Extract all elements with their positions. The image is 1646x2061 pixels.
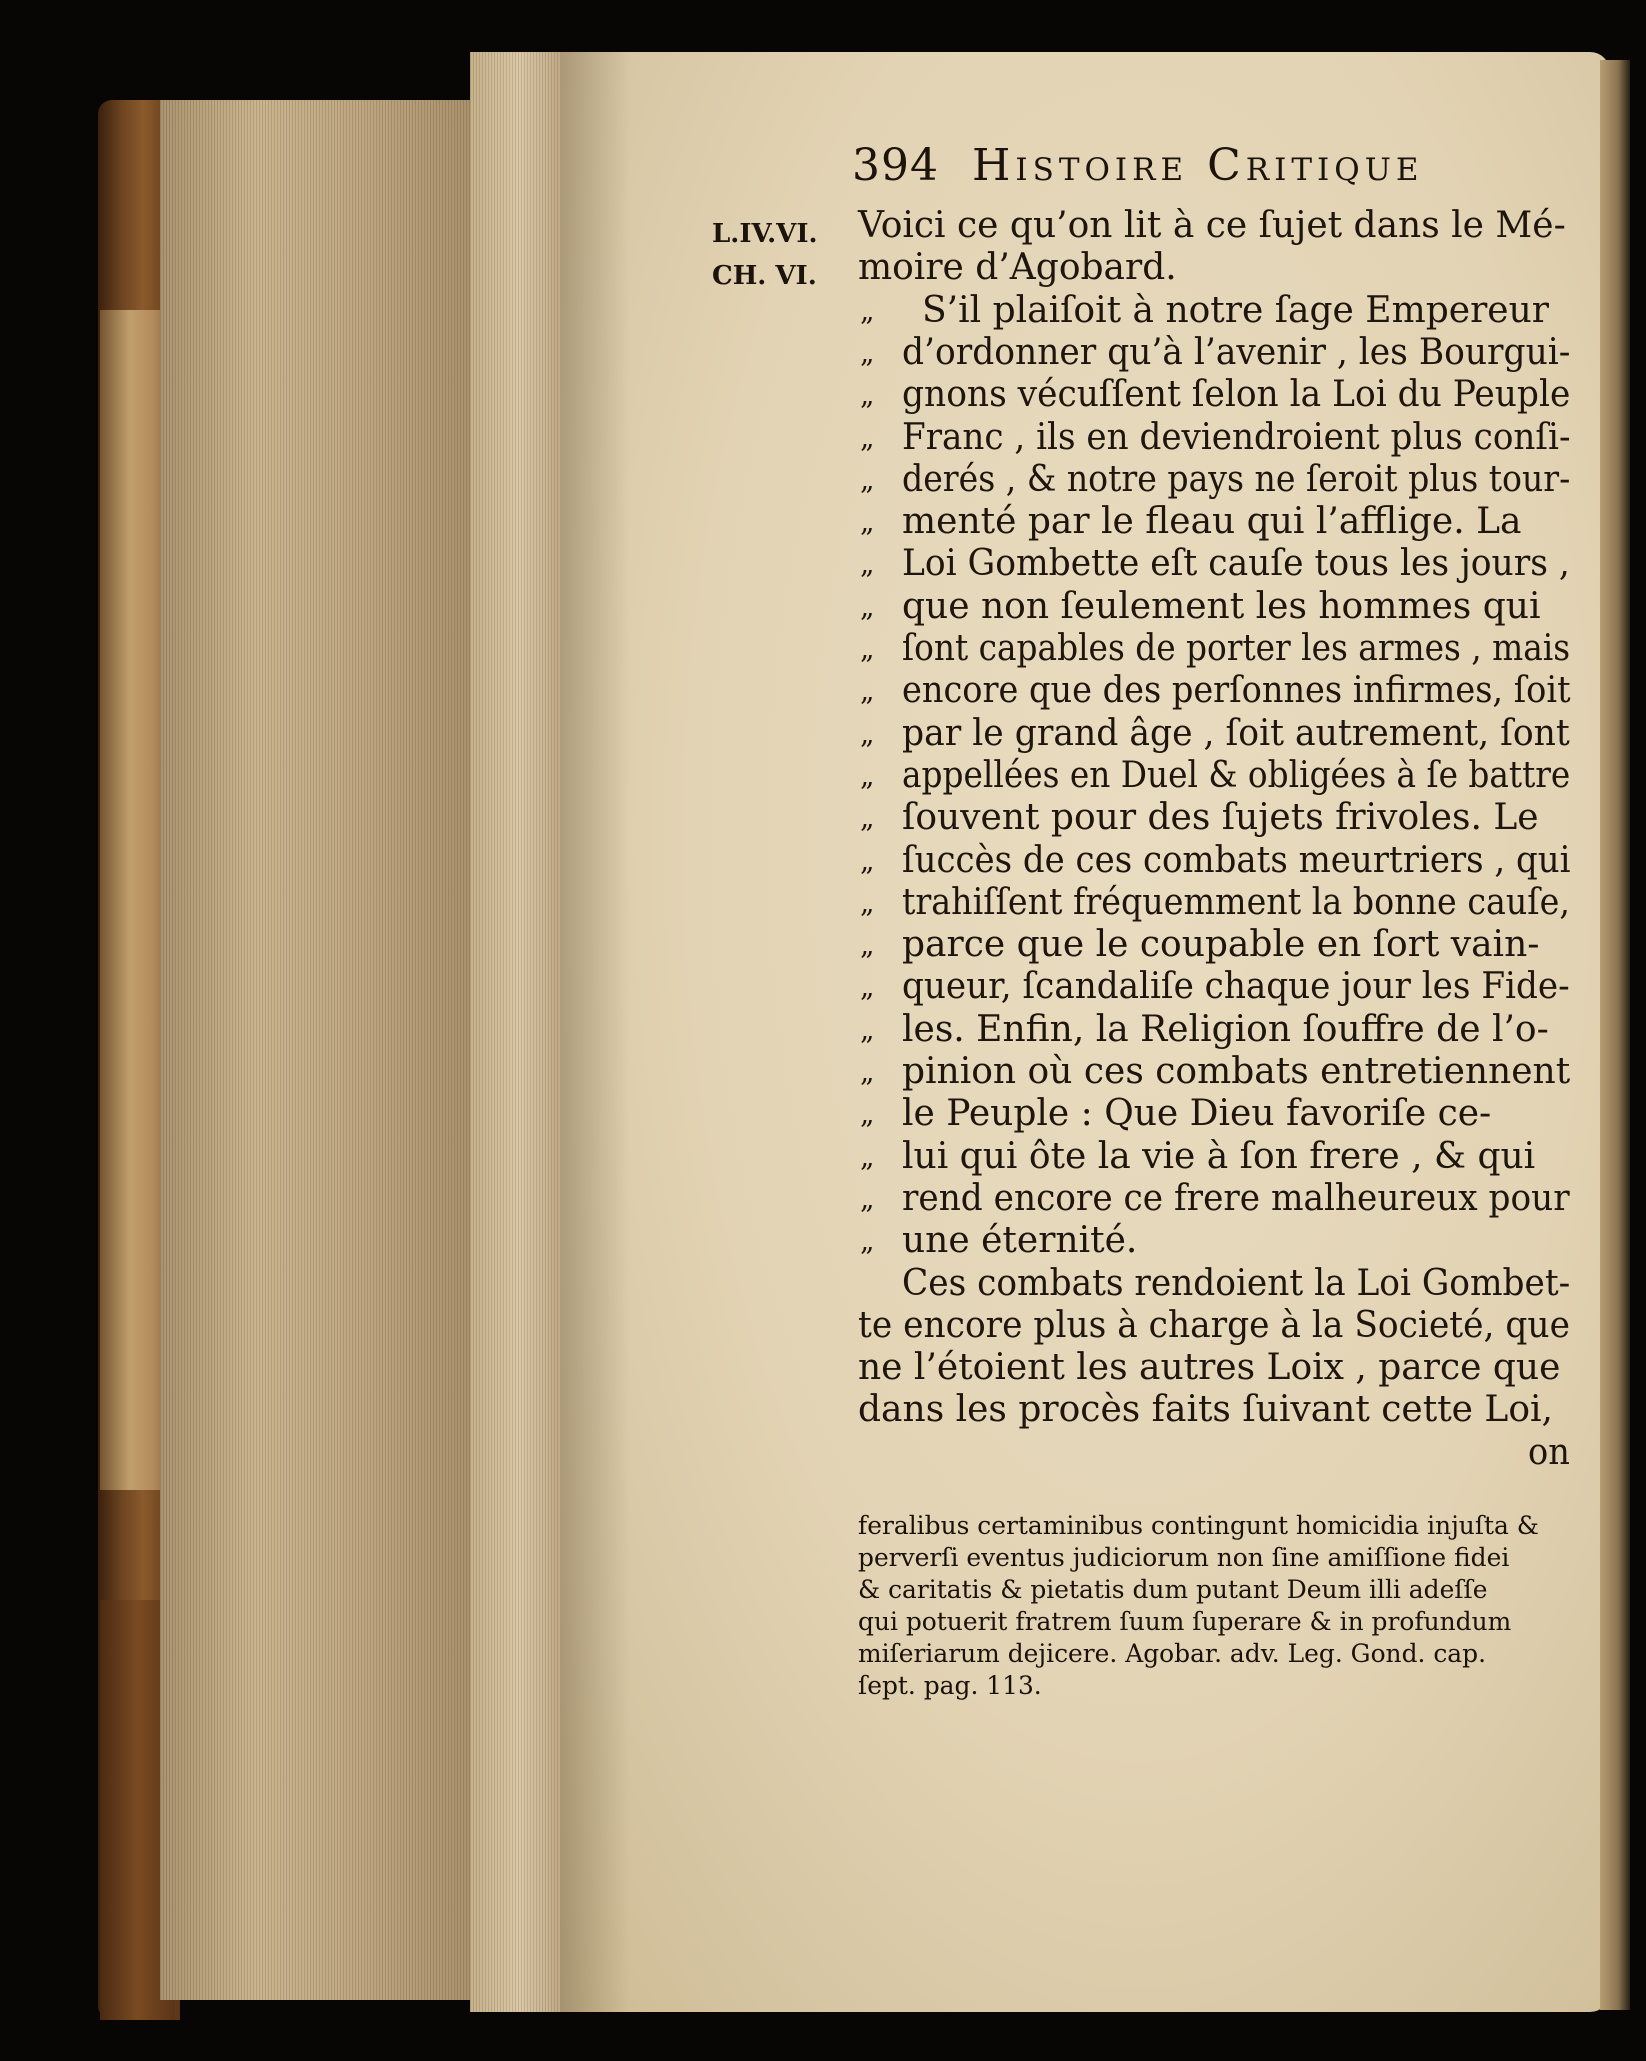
quote-mark: „ xyxy=(860,547,875,581)
text-line: Franc , ils en deviendroient plus conſi- xyxy=(902,416,1571,458)
footnote-line: feralibus certaminibus contingunt homicidia injuſta & xyxy=(858,1511,1539,1540)
page-block-edges-inner xyxy=(470,52,570,2012)
text-line: rend encore ce frere malheureux pour xyxy=(902,1177,1570,1219)
text-line: trahiſſent fréquemment la bonne cauſe, xyxy=(902,881,1570,923)
text-line: le Peuple : Que Dieu favoriſe ce- xyxy=(902,1093,1492,1135)
quote-mark: „ xyxy=(860,335,875,369)
margin-note xyxy=(712,213,818,297)
quote-mark: „ xyxy=(860,420,875,454)
footnote-line: perverſi eventus judiciorum non ſine amiſſione fidei xyxy=(858,1543,1510,1572)
text-line: ſuccès de ces combats meurtriers , qui xyxy=(902,839,1571,881)
footnote-line: qui potuerit fratrem ſuum ſuperare & in profundum xyxy=(858,1607,1512,1636)
text-line: moire d’Agobard. xyxy=(858,247,1177,289)
quote-mark: „ xyxy=(860,674,875,708)
text-line: lui qui ôte la vie à ſon frere , & qui xyxy=(902,1135,1536,1177)
footnote xyxy=(858,1510,1573,1702)
quote-mark: „ xyxy=(860,716,875,750)
text-line: parce que le coupable en ſort vain- xyxy=(902,924,1540,966)
quote-mark: „ xyxy=(860,1097,875,1131)
quote-mark: „ xyxy=(860,505,875,539)
text-line: Ces combats rendoient la Loi Gombet- xyxy=(902,1262,1571,1304)
text-line: derés , & notre pays ne ſeroit plus tour- xyxy=(902,458,1571,500)
text-line: par le grand âge , ſoit autrement, ſont xyxy=(902,712,1570,754)
text-line: que non ſeulement les hommes qui xyxy=(902,585,1541,627)
gutter-shadow xyxy=(560,52,630,2012)
quote-mark: „ xyxy=(860,1139,875,1173)
text-line: on xyxy=(1528,1431,1570,1473)
quote-mark: „ xyxy=(860,1224,875,1258)
margin-note-chapter: CH. VI. xyxy=(712,261,817,291)
quote-mark: „ xyxy=(860,1181,875,1215)
text-line: ne l’étoient les autres Loix , parce que xyxy=(858,1347,1561,1389)
quote-mark: „ xyxy=(860,801,875,835)
quote-mark: „ xyxy=(860,462,875,496)
footnote-line: ſept. pag. 113. xyxy=(858,1671,1042,1700)
running-head xyxy=(852,140,1423,191)
text-line: Voici ce qu’on lit à ce ſujet dans le Mé- xyxy=(858,205,1566,246)
quote-mark: „ xyxy=(860,843,875,877)
text-line: te encore plus à charge à la Societé, que xyxy=(858,1304,1570,1346)
text-line: appellées en Duel & obligées à ſe battre xyxy=(902,754,1571,796)
running-title: Histoire Critique xyxy=(971,140,1424,191)
text-line: queur, ſcandaliſe chaque jour les Fide- xyxy=(902,966,1570,1008)
quote-mark: „ xyxy=(860,1055,875,1088)
margin-note-book: L.IV.VI. xyxy=(712,219,818,249)
page-edge-right xyxy=(1600,60,1630,2010)
quote-mark: „ xyxy=(860,589,875,623)
quote-mark: „ xyxy=(860,928,875,962)
footnote-line: & caritatis & pietatis dum putant Deum illi adeſſe xyxy=(858,1575,1488,1604)
text-line: les. Enfin, la Religion ſouffre de l’o- xyxy=(902,1008,1549,1050)
quote-mark: „ xyxy=(860,293,875,327)
quote-mark: „ xyxy=(860,758,875,792)
text-line: une éternité. xyxy=(902,1220,1138,1262)
text-line: ſouvent pour des ſujets frivoles. Le xyxy=(902,797,1539,839)
text-line: pinion où ces combats entretiennent xyxy=(902,1051,1571,1092)
text-line: S’il plaiſoit à notre ſage Empereur xyxy=(922,289,1549,331)
quote-mark: „ xyxy=(860,970,875,1004)
quote-mark: „ xyxy=(860,378,875,412)
page-number: 394 xyxy=(852,140,939,191)
quote-mark: „ xyxy=(860,632,875,665)
quote-mark: „ xyxy=(860,1012,875,1046)
page-block-edges xyxy=(160,100,480,2000)
quote-mark: „ xyxy=(860,885,875,919)
footnote-line: miſeriarum dejicere. Agobar. adv. Leg. Gond. cap. xyxy=(858,1639,1487,1668)
text-line: d’ordonner qu’à l’avenir , les Bourgui- xyxy=(902,331,1571,373)
text-line: Loi Gombette eſt cauſe tous les jours , xyxy=(902,543,1570,585)
text-line: dans les procès faits ſuivant cette Loi, xyxy=(858,1389,1553,1431)
text-line: menté par le fleau qui l’afflige. La xyxy=(902,501,1522,543)
text-line: gnons vécuſſent ſelon la Loi du Peuple xyxy=(902,374,1571,416)
text-line: encore que des perſonnes infirmes, ſoit xyxy=(902,670,1571,712)
text-line: ſont capables de porter les armes , mais xyxy=(902,628,1571,669)
